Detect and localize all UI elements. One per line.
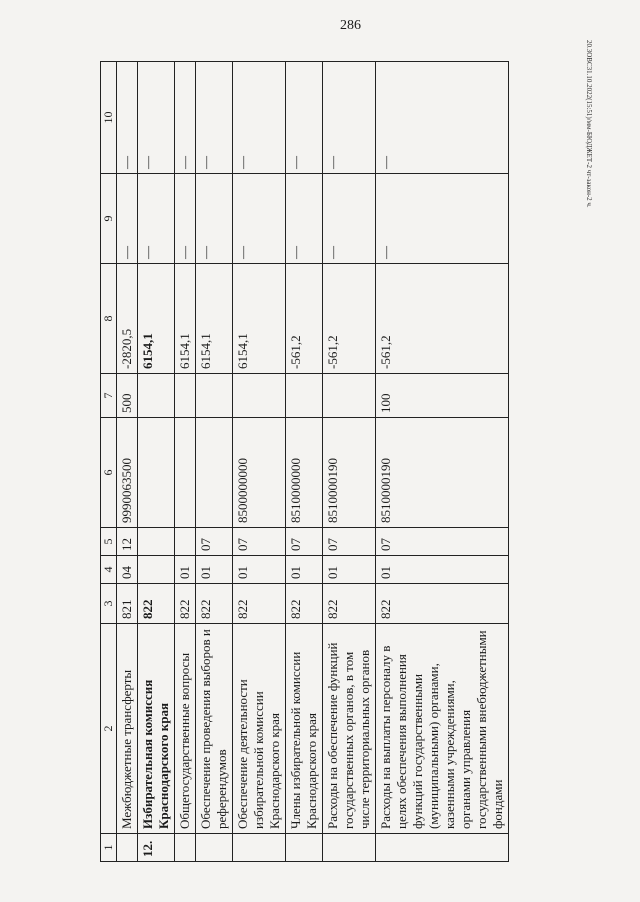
row-number — [196, 834, 233, 862]
budget-table — [100, 61, 509, 862]
row-name: Члены избирательной комиссии Краснодарского края — [286, 624, 323, 834]
col-header: 7 — [101, 374, 117, 418]
col4-value: 04 — [117, 556, 138, 584]
col6-value — [138, 418, 175, 528]
table-row — [175, 62, 196, 862]
col8-value: -2820,5 — [117, 264, 138, 374]
table-row — [286, 62, 323, 862]
col8-value: 6154,1 — [138, 264, 175, 374]
col6-value: 8500000000 — [233, 418, 286, 528]
row-number — [117, 834, 138, 862]
row-name: Расходы на выплаты персоналу в целях обеспечения выполнения функций государственными (муниципальными) органами, казенными учреждениями, органами управления государственными внебюджетными фондами — [376, 624, 509, 834]
col9-value: — — [196, 174, 233, 264]
page-number: 286 — [340, 18, 361, 33]
col8-value: 6154,1 — [175, 264, 196, 374]
col9-value: — — [138, 174, 175, 264]
col9-value: — — [117, 174, 138, 264]
col7-value: 500 — [117, 374, 138, 418]
col8-value: -561,2 — [286, 264, 323, 374]
col7-value — [138, 374, 175, 418]
col7-value — [233, 374, 286, 418]
col6-value — [196, 418, 233, 528]
col3-value: 822 — [233, 584, 286, 624]
col5-value: 12 — [117, 528, 138, 556]
col4-value: 01 — [233, 556, 286, 584]
col3-value: 822 — [323, 584, 376, 624]
col4-value: 01 — [323, 556, 376, 584]
row-name: Общегосударственные вопросы — [175, 624, 196, 834]
col4-value: 01 — [376, 556, 509, 584]
col-header: 2 — [101, 624, 117, 834]
col-header: 3 — [101, 584, 117, 624]
col6-value — [175, 418, 196, 528]
col4-value: 01 — [286, 556, 323, 584]
col5-value — [138, 528, 175, 556]
row-number — [323, 834, 376, 862]
row-name: Обеспечение проведения выборов и референдумов — [196, 624, 233, 834]
budget-table-rotated — [100, 62, 580, 862]
col5-value: 07 — [286, 528, 323, 556]
col5-value — [175, 528, 196, 556]
row-name: Расходы на обеспечение функций государственных органов, в том числе территориальных органов — [323, 624, 376, 834]
col5-value: 07 — [376, 528, 509, 556]
col3-value: 822 — [175, 584, 196, 624]
row-number — [286, 834, 323, 862]
header-row — [101, 62, 117, 862]
col7-value: 100 — [376, 374, 509, 418]
col6-value: 8510000190 — [323, 418, 376, 528]
table-row — [376, 62, 509, 862]
table-row — [117, 62, 138, 862]
col4-value — [138, 556, 175, 584]
document-code: 20.3ОВС31.10.2022(15:51)/мм-БЮДЖЕТ-2 чт-закон-2 ч. — [585, 40, 593, 208]
col3-value: 822 — [138, 584, 175, 624]
col10-value: — — [117, 62, 138, 174]
col8-value: -561,2 — [323, 264, 376, 374]
col5-value: 07 — [233, 528, 286, 556]
col-header: 8 — [101, 264, 117, 374]
col7-value — [286, 374, 323, 418]
row-number — [233, 834, 286, 862]
col8-value: 6154,1 — [233, 264, 286, 374]
col10-value: — — [376, 62, 509, 174]
col10-value: — — [138, 62, 175, 174]
col10-value: — — [233, 62, 286, 174]
col7-value — [196, 374, 233, 418]
col10-value: — — [323, 62, 376, 174]
col8-value: -561,2 — [376, 264, 509, 374]
table-row — [323, 62, 376, 862]
table-row — [196, 62, 233, 862]
col8-value: 6154,1 — [196, 264, 233, 374]
col9-value: — — [175, 174, 196, 264]
col6-value: 8510000000 — [286, 418, 323, 528]
col3-value: 822 — [286, 584, 323, 624]
col9-value: — — [376, 174, 509, 264]
col6-value: 8510000190 — [376, 418, 509, 528]
col3-value: 822 — [376, 584, 509, 624]
col-header: 1 — [101, 834, 117, 862]
row-number — [376, 834, 509, 862]
col3-value: 821 — [117, 584, 138, 624]
col-header: 4 — [101, 556, 117, 584]
col4-value: 01 — [175, 556, 196, 584]
col3-value: 822 — [196, 584, 233, 624]
col10-value: — — [175, 62, 196, 174]
col-header: 5 — [101, 528, 117, 556]
col5-value: 07 — [323, 528, 376, 556]
row-name: Избирательная комиссия Краснодарского края — [138, 624, 175, 834]
col4-value: 01 — [196, 556, 233, 584]
row-name: Межбюджетные трансферты — [117, 624, 138, 834]
table-row — [138, 62, 175, 862]
col7-value — [323, 374, 376, 418]
col-header: 6 — [101, 418, 117, 528]
col9-value: — — [233, 174, 286, 264]
row-name: Обеспечение деятельности избирательной комиссии Краснодарского края — [233, 624, 286, 834]
table-row — [233, 62, 286, 862]
col7-value — [175, 374, 196, 418]
col9-value: — — [286, 174, 323, 264]
col-header: 9 — [101, 174, 117, 264]
col-header: 10 — [101, 62, 117, 174]
col10-value: — — [286, 62, 323, 174]
col6-value: 9990063500 — [117, 418, 138, 528]
row-number: 12. — [138, 834, 175, 862]
col5-value: 07 — [196, 528, 233, 556]
col9-value: — — [323, 174, 376, 264]
row-number — [175, 834, 196, 862]
col10-value: — — [196, 62, 233, 174]
